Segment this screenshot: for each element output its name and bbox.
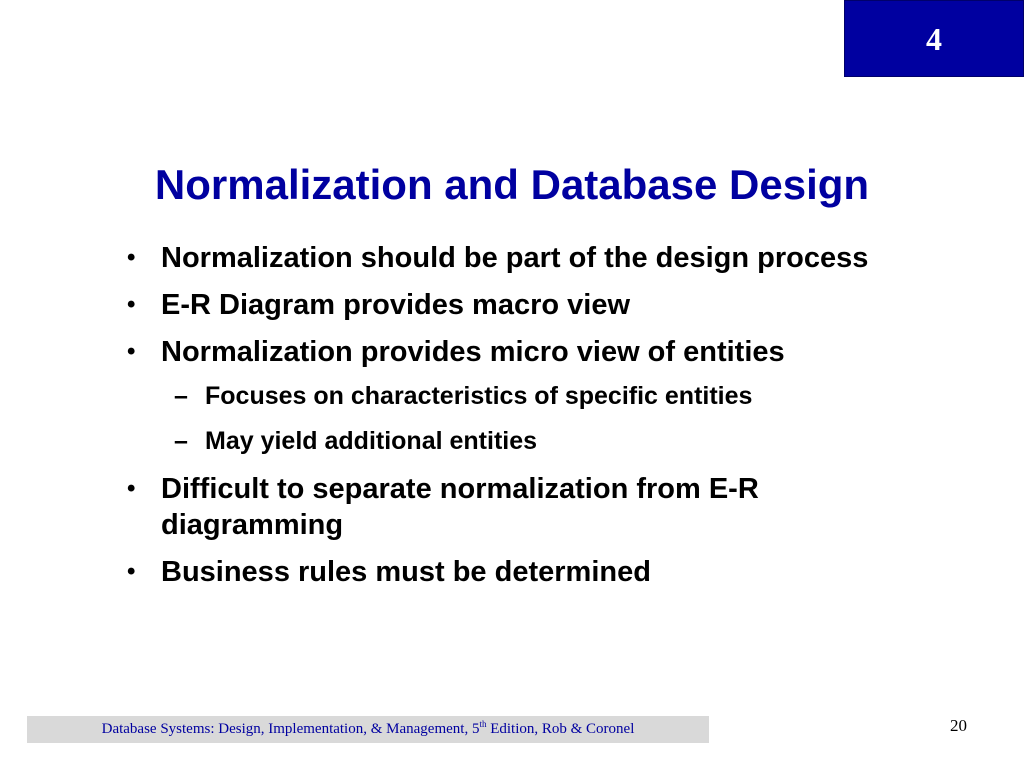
bullet-dot-icon: • <box>127 244 136 271</box>
bullet-dot-icon: • <box>127 558 136 585</box>
bullet-item <box>0 240 1024 276</box>
page-number: 20 <box>950 716 967 735</box>
sub-bullet-text: Focuses on characteristics of specific entities <box>205 382 753 410</box>
bullet-text: E-R Diagram provides macro view <box>161 289 630 321</box>
footer-citation <box>27 716 709 743</box>
bullet-text: Business rules must be determined <box>161 556 651 588</box>
sub-bullet-text: May yield additional entities <box>205 427 538 455</box>
footer-superscript: th <box>479 719 487 729</box>
sub-bullet-item <box>0 380 1024 412</box>
bullet-text: Normalization provides micro view of entities <box>161 336 785 368</box>
chapter-badge: 4 <box>844 0 1024 77</box>
dash-icon: – <box>174 382 188 410</box>
dash-icon: – <box>174 427 188 455</box>
bullet-text: Difficult to separate normalization from E-R diagramming <box>161 473 759 541</box>
bullet-item <box>0 334 1024 370</box>
footer-text-prefix: Database Systems: Design, Implementation, & Management, 5 <box>101 721 480 737</box>
bullet-dot-icon: • <box>127 291 136 318</box>
bullet-list <box>0 240 1024 601</box>
slide-title: Normalization and Database Design <box>154 161 870 208</box>
sub-bullet-item <box>0 425 1024 457</box>
bullet-item <box>0 287 1024 323</box>
bullet-item <box>0 471 1024 543</box>
bullet-dot-icon: • <box>127 475 136 502</box>
bullet-item <box>0 554 1024 590</box>
bullet-text: Normalization should be part of the design process <box>161 242 869 274</box>
footer-text-suffix: Edition, Rob & Coronel <box>486 721 635 737</box>
bullet-dot-icon: • <box>127 338 136 365</box>
